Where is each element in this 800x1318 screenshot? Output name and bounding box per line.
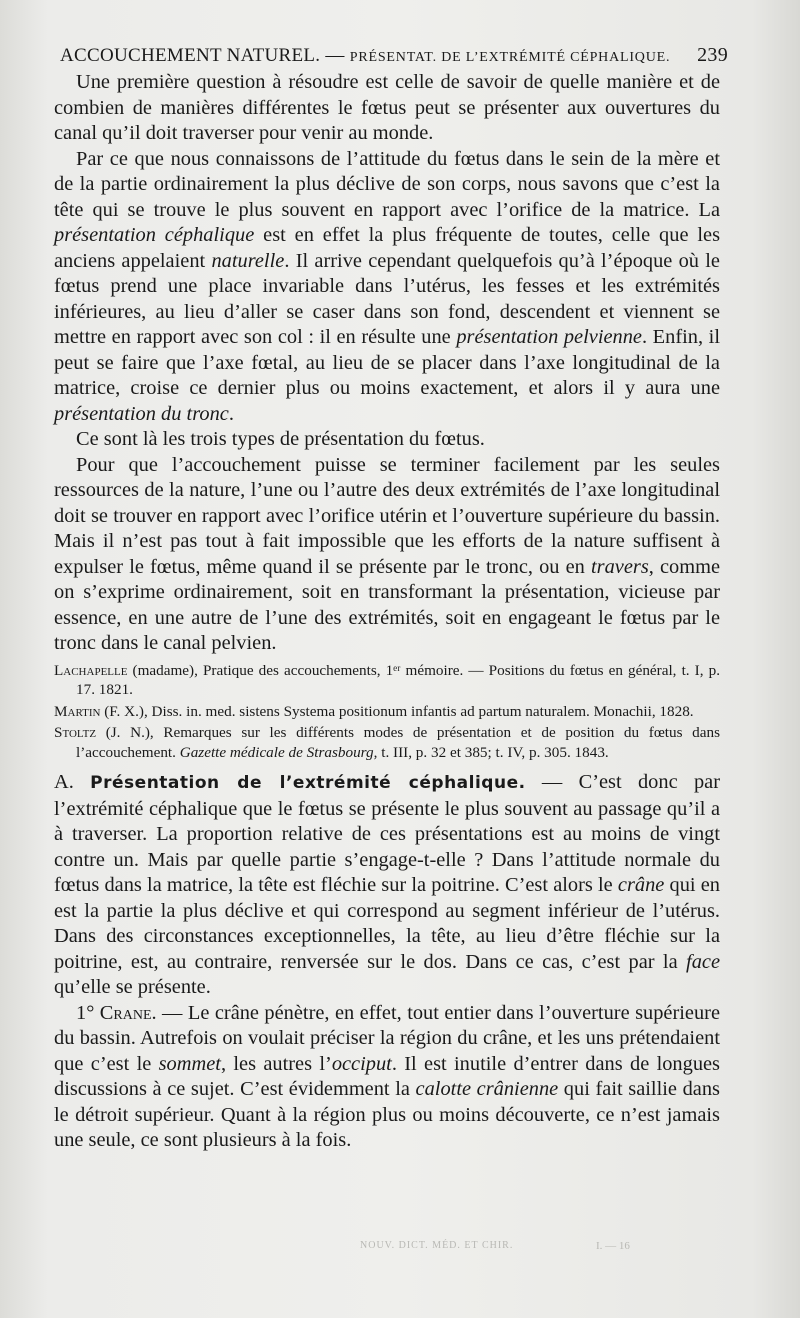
reference-journal: Gazette médicale de Strasbourg [179, 743, 374, 761]
section-crane-title: Crane [99, 1001, 152, 1024]
reference-author: Martin [54, 702, 101, 720]
section-a-text: qui en est la partie la plus déclive et qui correspond au segment inférieur de l’utérus. Dans des circonstances exceptionnelles, la tête, au lieu d’être fléchie sur la poitrine, est, au contraire, renversée sur le dos. Dans ce cas, c’est par la [54, 874, 720, 973]
paragraph-2-text: est en effet la plus fréquente de toutes, celle que les anciens appelaient [54, 224, 721, 272]
reference-author: Stoltz [54, 724, 97, 742]
section-a-label: A. [54, 771, 74, 794]
reference-2 [54, 702, 720, 722]
section-crane-number: 1° [76, 1001, 100, 1024]
running-head [60, 44, 728, 67]
printer-signature: NOUV. DICT. MÉD. ET CHIR. [360, 1240, 514, 1251]
term-presentation-pelvienne: présentation pelvienne [456, 326, 642, 348]
term-travers: travers [590, 555, 649, 578]
bibliography [54, 661, 720, 763]
section-a-text: — C’est donc par l’extrémité céphalique que le fœtus se présente le plus souvent au passage qu’il a à traverser. La proportion relative de ces présentations est au moins de vingt contre un. Mais par quelle partie s’engage-t-elle ? Dans l’attitude normale du fœtus dans la matrice, la tête est fléchie sur la poitrine. C’est alors le [54, 771, 720, 897]
section-crane-text: , les autres l’ [220, 1052, 332, 1075]
term-naturelle: naturelle [211, 249, 285, 272]
reference-text: (madame), Pratique des accouchements, 1ᵉʳ mémoire. — Positions du fœtus en général, t. I, p. 17. 1821. [76, 661, 720, 699]
body-text [54, 70, 720, 1154]
reference-text: , t. III, p. 32 et 385; t. IV, p. 305. 1843. [373, 743, 609, 761]
sheet-mark: I. — 16 [596, 1240, 630, 1252]
term-presentation-cephalique: présentation céphalique [54, 224, 255, 246]
paragraph-2-text: . [228, 402, 234, 425]
paragraph-2-text: Par ce que nous connaissons de l’attitude du fœtus dans le sein de la mère et de la partie ordinairement la plus déclive de son corps, nous savons que c’est la tête qui se trouve le plus souvent en rapport avec l’orifice de la matrice. La [54, 147, 720, 221]
paragraph-2-text: . Enfin, il peut se faire que l’axe fœtal, au lieu de se placer dans l’axe longitudinal de la matrice, croise ce dernier plus ou moins exactement, et alors il y aura une [54, 326, 720, 399]
section-a-text: qu’elle se présente. [54, 976, 211, 999]
term-crane: crâne [617, 874, 665, 897]
reference-text: (F. X.), Diss. in. med. sistens Systema positionum infantis ad partum naturalem. Monachii, 1828. [100, 702, 694, 720]
section-a-paragraph [54, 770, 720, 1001]
section-crane-text: qui fait saillie dans le détroit supérieur. Quant à la région plus ou moins découverte, ce n’est jamais une seule, ce sont plusieurs à la fois. [54, 1078, 720, 1152]
reference-1 [54, 661, 720, 700]
running-title-main: ACCOUCHEMENT NATUREL. — [60, 45, 345, 66]
reference-author: Lachapelle [54, 661, 128, 679]
running-title-small: PRÉSENTAT. DE L’EXTRÉMITÉ CÉPHALIQUE. [349, 50, 671, 65]
term-sommet: sommet [158, 1052, 221, 1075]
reference-3 [54, 723, 720, 762]
paragraph-3: Ce sont là les trois types de présentation du fœtus. [76, 428, 485, 450]
term-presentation-du-tronc: présentation du tronc [54, 402, 229, 425]
paragraph-1: Une première question à résoudre est celle de savoir de quelle manière et de combien de manières différentes le fœtus peut se présenter aux ouvertures du canal qu’il doit traverser pour venir au monde. [54, 71, 720, 144]
page-number: 239 [697, 44, 728, 66]
term-face: face [686, 950, 720, 973]
section-a [54, 770, 720, 1001]
section-crane-paragraph [54, 1001, 720, 1154]
term-calotte-cranienne: calotte crânienne [415, 1078, 559, 1101]
paragraph-4-text: , comme on s’exprime ordinairement, soit en transformant la présentation, vicieuse par essence, en une autre de l’une des extrémités, soit en engageant le fœtus par le tronc dans le canal pelvien. [54, 555, 720, 654]
term-occiput: occiput [331, 1052, 392, 1075]
paragraph-4 [54, 453, 720, 657]
paragraph-4-text: Pour que l’accouchement puisse se terminer facilement par les seules ressources de la nature, l’une ou l’autre des deux extrémités de l’axe longitudinal doit se trouver en rapport avec l’orifice utérin et l’ouverture supérieure du bassin. Mais il n’est pas tout à fait impossible que les efforts de la nature suffisent à expulser le fœtus, même quand il se présente par le tronc, ou en [54, 453, 720, 578]
section-crane-text: . — Le crâne pénètre, en effet, tout entier dans l’ouverture supérieure du bassin. Autrefois on voulait préciser la région du crâne, et les uns prétendaient que c’est le [54, 1001, 720, 1075]
paragraph-2 [54, 147, 720, 428]
paragraph-2-text: . Il arrive cependant quelquefois qu’à l’époque où le fœtus prend une place invariable dans l’utérus, les fesses et les extrémités inférieures, au lieu d’aller se caser dans son fond, descendent et viennent se mettre en rapport avec son col : il en résulte une [54, 249, 720, 348]
section-crane-text: . Il est inutile d’entrer dans de longues discussions à ce sujet. C’est évidemment la [54, 1052, 720, 1101]
reference-text: (J. N.), Remarques sur les différents modes de présentation et de position du fœtus dans l’accouchement. [76, 724, 720, 761]
section-a-heading: Présentation de l’extrémité céphalique. [90, 773, 526, 794]
running-title [60, 45, 670, 67]
